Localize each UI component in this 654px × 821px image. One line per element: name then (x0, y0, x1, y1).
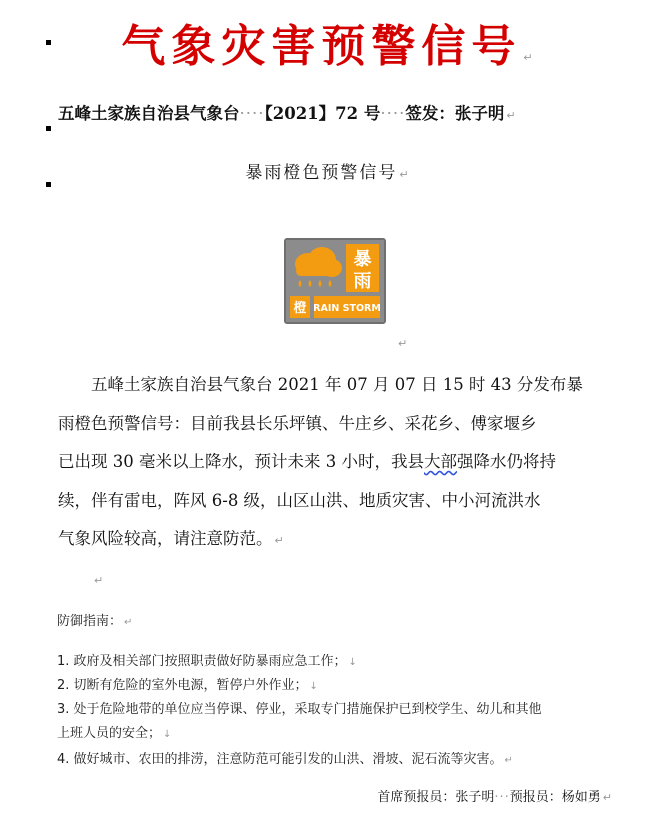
guide-item-text: 4. 做好城市、农田的排涝，注意防范可能引发的山洪、滑坡、泥石流等灾害。 (57, 752, 503, 767)
body-line (58, 443, 618, 482)
body-line: 五峰土家族自治县气象台 2021 年 07 月 07 日 15 时 43 分发布暴 (91, 375, 583, 394)
body-line-underlined: 大部 (423, 452, 457, 471)
chief-label: 首席预报员： (377, 790, 456, 805)
forecaster-name: 杨如勇 (561, 790, 601, 805)
body-line-part: 强降水仍将持 (456, 452, 556, 471)
guide-item (57, 698, 617, 717)
guide-heading: 防御指南： ↵ (57, 614, 133, 629)
forecaster-label: 预报员： (509, 790, 562, 805)
body-line-part: 已出现 30 毫米以上降水，预计未来 3 小时，我县 (58, 452, 424, 471)
header-line: 五峰土家族自治县气象台····【2021】72 号····签发：张子明 ↵ (58, 104, 516, 123)
guide-item: 1. 政府及相关部门按照职责做好防暴雨应急工作； ↓ (57, 654, 357, 669)
body-line: 雨橙色预警信号：目前我县长乐坪镇、牛庄乡、采花乡、傅家堰乡 (58, 413, 537, 433)
bullet-mark (46, 126, 51, 131)
body-line: 续，伴有雷电，阵风 6-8 级，山区山洪、地质灾害、中小河流洪水 (58, 490, 541, 510)
guide-item: 2. 切断有危险的室外电源，暂停户外作业； ↓ (57, 678, 318, 693)
rainstorm-graphic (286, 240, 384, 322)
guide-heading-text: 防御指南： (57, 614, 123, 629)
doc-number: 【2021】72 号 (264, 104, 381, 123)
chief-name: 张子明 (455, 790, 495, 805)
issuer: 五峰土家族自治县气象台 (58, 104, 240, 123)
icon-text-cn-2: 雨 (353, 271, 372, 292)
guide-item: 4. 做好城市、农田的排涝，注意防范可能引发的山洪、滑坡、泥石流等灾害。 ↵ (57, 752, 513, 767)
main-title-text: 气象灾害预警信号 (121, 21, 522, 72)
signer-name: 张子明 (454, 104, 505, 123)
body-line-text: 气象风险较高，请注意防范。 (58, 529, 273, 548)
warning-body (58, 366, 618, 561)
guide-item: 上班人员的安全； ↓ (57, 726, 172, 741)
signer-label: 签发： (405, 104, 455, 123)
paragraph-mark: ↵ (523, 51, 533, 64)
icon-text-level: 橙 (293, 301, 307, 316)
guide-item-text: 上班人员的安全； (57, 726, 162, 741)
guide-item-text: 3. 处于危险地带的单位应当停课、停业，采取专门措施保护已到校学生、幼儿和其他 (57, 702, 542, 717)
paragraph-mark: ↵ (94, 574, 104, 587)
signal-title: 暴雨橙色预警信号 ↵ (245, 163, 409, 183)
signal-title-text: 暴雨橙色预警信号 (245, 163, 398, 183)
guide-item-text: 1. 政府及相关部门按照职责做好防暴雨应急工作； (57, 654, 347, 669)
icon-text-cn-1: 暴 (353, 249, 372, 270)
paragraph-mark: ↵ (398, 337, 408, 350)
guide-item-text: 2. 切断有危险的室外电源，暂停户外作业； (57, 678, 308, 693)
rainstorm-orange-icon (284, 238, 386, 324)
footer-forecasters: 首席预报员：张子明···预报员：杨如勇 ↵ (377, 790, 612, 805)
main-title (0, 10, 654, 74)
body-line: 气象风险较高，请注意防范。 ↵ (58, 529, 284, 548)
icon-text-en: RAIN STORM (313, 303, 381, 314)
